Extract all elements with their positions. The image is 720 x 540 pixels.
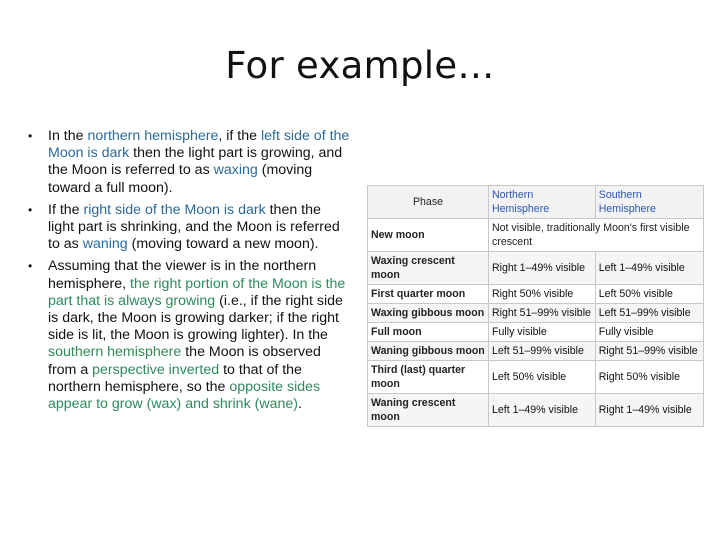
text-run-highlight: northern hemisphere [87, 128, 219, 144]
phase-cell: Waning gibbous moon [368, 342, 489, 361]
text-run: If the [48, 201, 84, 218]
bullet-item [28, 128, 350, 197]
moon-phase-table [367, 185, 704, 427]
new-moon-description: Not visible, traditionally Moon's first visible crescent [489, 219, 704, 252]
southern-cell: Right 1–49% visible [595, 394, 703, 427]
text-run-highlight: left side of the Moon is dark [48, 128, 350, 162]
text-run-highlight: right side of the Moon is dark [83, 201, 266, 218]
text-run-highlight: opposite sides appear to grow (wax) and shrink (wane) [48, 378, 321, 413]
table-row [368, 219, 704, 252]
header-southern-hemisphere: Southern Hemisphere [595, 186, 703, 219]
phase-cell: Waxing crescent moon [368, 252, 489, 285]
text-run: the Moon is observed from a [48, 344, 321, 378]
text-run: (moving toward a full moon). [48, 162, 313, 196]
text-run: . [297, 396, 302, 413]
phase-cell: New moon [368, 219, 489, 252]
text-run-highlight: waxing [213, 162, 258, 179]
table-row [368, 285, 704, 304]
text-run: (moving toward a new moon). [127, 236, 319, 253]
bullet-list [28, 128, 350, 418]
text-run: , if the [218, 128, 261, 144]
southern-cell: Left 50% visible [595, 285, 703, 304]
phase-cell: Third (last) quarter moon [368, 361, 489, 394]
header-northern-hemisphere: Northern Hemisphere [489, 186, 596, 219]
text-run: In the [48, 128, 88, 144]
text-run: Assuming that the viewer is in the northern hemisphere, [48, 258, 317, 292]
slide-title: For example… [225, 44, 495, 87]
bullet-text [48, 128, 349, 196]
southern-cell: Left 51–99% visible [595, 304, 703, 323]
text-run: then the light part is shrinking, and the Moon is referred to as [48, 201, 340, 253]
header-phase: Phase [368, 186, 489, 219]
table-header-row [368, 186, 704, 219]
northern-cell: Left 51–99% visible [489, 342, 596, 361]
northern-cell: Left 1–49% visible [489, 394, 596, 427]
text-run: (i.e., if the right side is dark, the Moon is growing darker; if the right side is lit, the Moon is growing lighter). In the [48, 292, 343, 344]
northern-cell: Right 51–99% visible [489, 304, 596, 323]
bullet-marker: • [28, 129, 33, 143]
southern-cell: Fully visible [595, 323, 703, 342]
southern-cell: Left 1–49% visible [595, 252, 703, 285]
bullet-item [28, 202, 350, 254]
table-row [368, 342, 704, 361]
southern-cell: Right 50% visible [595, 361, 703, 394]
moon-phase-table-image [367, 185, 704, 427]
northern-cell: Fully visible [489, 323, 596, 342]
text-run: to that of the northern hemisphere, so the [48, 361, 302, 395]
bullet-text [48, 202, 340, 252]
northern-cell: Left 50% visible [489, 361, 596, 394]
bullet-marker: • [28, 259, 33, 274]
phase-cell: Waxing gibbous moon [368, 304, 489, 323]
southern-cell: Right 51–99% visible [595, 342, 703, 361]
phase-cell: Waning crescent moon [368, 394, 489, 427]
phase-cell: Full moon [368, 323, 489, 342]
text-run-highlight: southern hemisphere [48, 344, 182, 361]
bullet-item [28, 258, 350, 413]
text-run-highlight: perspective inverted [92, 361, 220, 378]
table-row [368, 361, 704, 394]
text-run-highlight: waning [82, 236, 128, 253]
text-run: then the light part is growing, and the Moon is referred to as [48, 145, 343, 179]
bullet-text [48, 258, 345, 412]
table-row [368, 394, 704, 427]
northern-cell: Right 1–49% visible [489, 252, 596, 285]
table-row [368, 304, 704, 323]
table-row [368, 252, 704, 285]
phase-cell: First quarter moon [368, 285, 489, 304]
bullet-marker: • [28, 202, 33, 217]
northern-cell: Right 50% visible [489, 285, 596, 304]
table-row [368, 323, 704, 342]
text-run-highlight: the right portion of the Moon is the part that is always growing [48, 275, 346, 309]
